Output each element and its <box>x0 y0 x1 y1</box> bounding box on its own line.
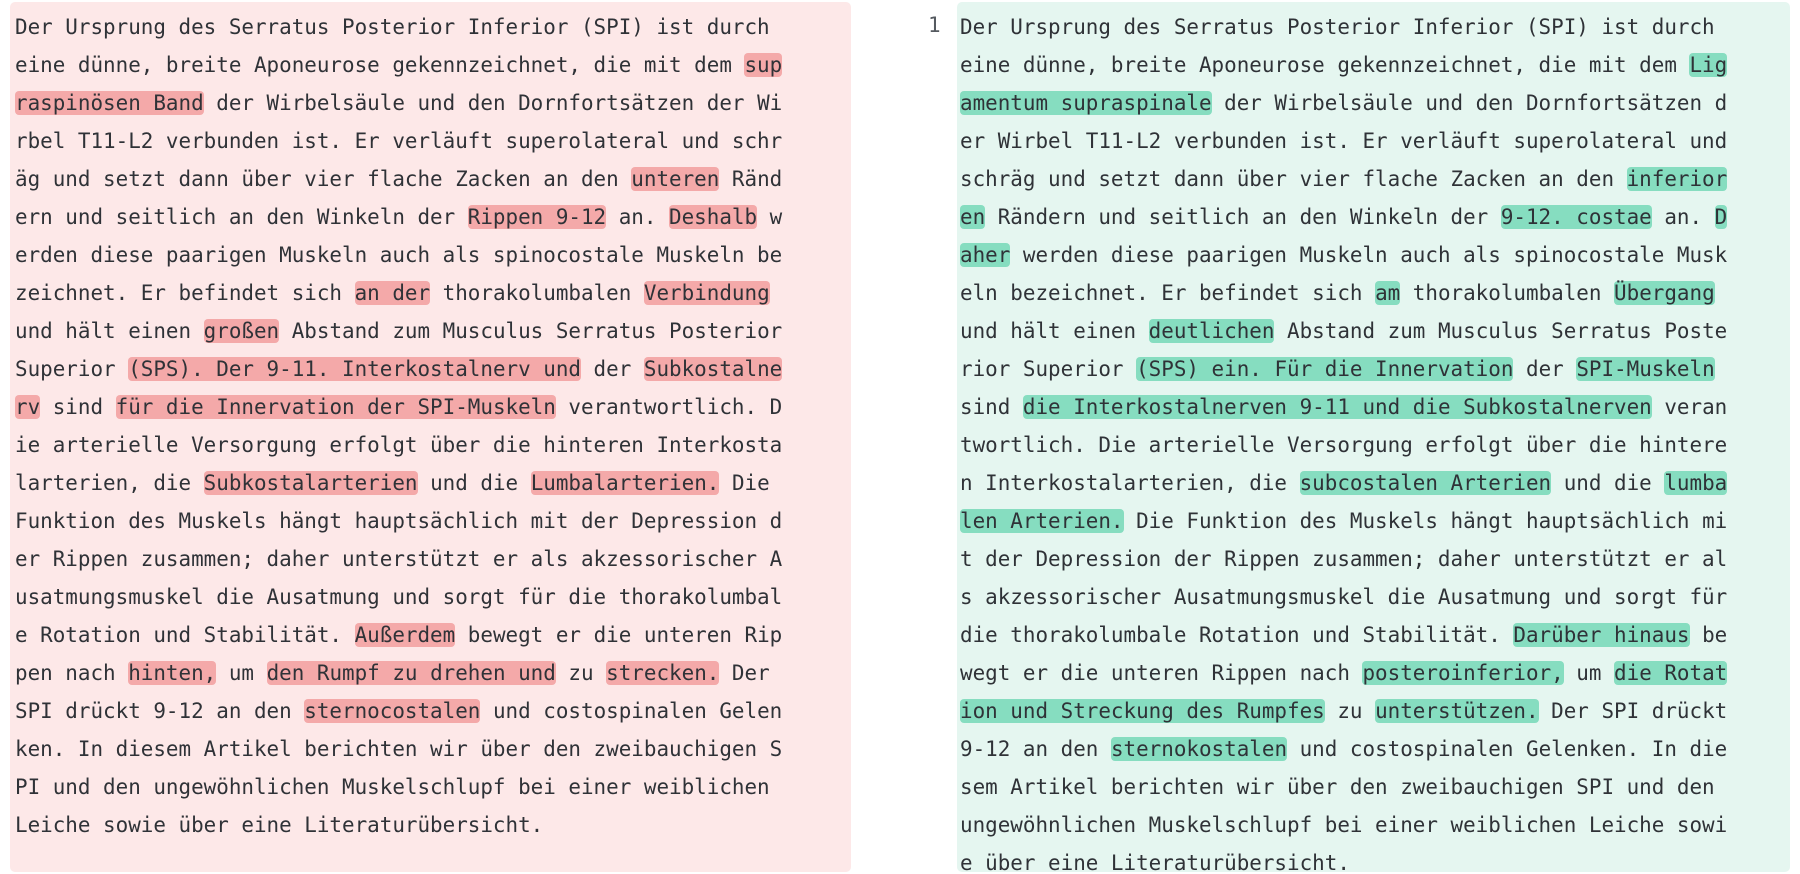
diff-line <box>15 46 782 84</box>
unchanged-segment: thorakolumbalen <box>430 281 644 305</box>
unchanged-segment: und die <box>417 471 531 495</box>
diff-line <box>960 692 1727 730</box>
diff-line <box>15 160 782 198</box>
diff-line <box>15 312 782 350</box>
unchanged-segment: sind <box>40 395 116 419</box>
deleted-segment: Lumbalarterien. <box>530 471 720 495</box>
inserted-segment: subcostalen Arterien <box>1299 471 1552 495</box>
diff-line <box>960 578 1727 616</box>
diff-line <box>15 426 782 464</box>
unchanged-segment: Rändern und seitlich an den Winkeln der <box>985 205 1501 229</box>
diff-line <box>960 730 1727 768</box>
diff-line <box>15 122 782 160</box>
diff-line <box>15 540 782 578</box>
diff-line <box>15 502 782 540</box>
inserted-segment: Darüber hinaus <box>1513 623 1690 647</box>
inserted-segment: aher <box>960 243 1011 267</box>
unchanged-segment: be <box>1689 623 1728 647</box>
deleted-segment: an der <box>354 281 431 305</box>
deleted-segment: unteren <box>631 167 720 191</box>
deleted-segment: raspinösen Band <box>15 91 204 115</box>
unchanged-segment: erden diese paarigen Muskeln auch als spinocostale Muskeln be <box>15 243 783 267</box>
unchanged-segment: er Rippen zusammen; daher unterstützt er als akzessorischer A <box>15 547 783 571</box>
deleted-segment: Rippen 9-12 <box>467 205 607 229</box>
unchanged-segment: und costospinalen Gelenken. In die <box>1287 737 1728 761</box>
unchanged-segment: ungewöhnlichen Muskelschlupf bei einer weiblichen Leiche sowi <box>960 813 1728 837</box>
unchanged-segment: wegt er die unteren Rippen nach <box>960 661 1363 685</box>
unchanged-segment: eine dünne, breite Aponeurose gekennzeichnet, die mit dem <box>15 53 745 77</box>
unchanged-segment: Abstand zum Musculus Serratus Poste <box>1274 319 1728 343</box>
inserted-segment: am <box>1375 281 1401 305</box>
unchanged-segment: t der Depression der Rippen zusammen; daher unterstützt er al <box>960 547 1728 571</box>
diff-line <box>960 616 1727 654</box>
diff-line <box>15 464 782 502</box>
deleted-segment: für die Innervation der SPI-Muskeln <box>115 395 556 419</box>
unchanged-segment: zu <box>1324 699 1376 723</box>
inserted-segment: sternokostalen <box>1110 737 1288 761</box>
unchanged-segment: e Rotation und Stabilität. <box>15 623 355 647</box>
inserted-segment: deutlichen <box>1148 319 1275 343</box>
unchanged-segment: Der <box>719 661 770 685</box>
unchanged-segment: SPI drückt 9-12 an den <box>15 699 305 723</box>
inserted-segment: unterstützen. <box>1375 699 1539 723</box>
inserted-segment: inferior <box>1626 167 1728 191</box>
diff-line <box>960 46 1727 84</box>
diff-line <box>960 806 1727 844</box>
inserted-segment: ion und Streckung des Rumpfes <box>960 699 1325 723</box>
unchanged-segment: Die Funktion des Muskels hängt hauptsächlich mi <box>1123 509 1728 533</box>
inserted-segment: D <box>1714 205 1728 229</box>
diff-line <box>960 236 1727 274</box>
diff-line <box>960 464 1727 502</box>
unchanged-segment: bewegt er die unteren Rip <box>455 623 783 647</box>
inserted-segment: die Interkostalnerven 9-11 und die Subkostalnerven <box>1022 395 1652 419</box>
unchanged-segment: Der Ursprung des Serratus Posterior Inferior (SPI) ist durch <box>15 15 770 39</box>
unchanged-segment: und hält einen <box>15 319 204 343</box>
diff-line <box>960 654 1727 692</box>
unchanged-segment: ken. In diesem Artikel berichten wir über den zweibauchigen S <box>15 737 783 761</box>
inserted-segment: lumba <box>1664 471 1728 495</box>
inserted-segment: SPI-Muskeln <box>1576 357 1715 381</box>
deleted-segment: (SPS). Der 9-11. Interkostalnerv und <box>128 357 581 381</box>
diff-line <box>15 730 782 768</box>
unchanged-segment: Ränd <box>719 167 783 191</box>
diff-line <box>960 160 1727 198</box>
unchanged-segment: verantwortlich. D <box>555 395 783 419</box>
unchanged-segment: an. <box>1651 205 1715 229</box>
unchanged-segment: der Wirbelsäule und den Dornfortsätzen d <box>1211 91 1728 115</box>
unchanged-segment: zu <box>555 661 607 685</box>
unchanged-segment: und costospinalen Gelen <box>480 699 783 723</box>
unchanged-segment: sem Artikel berichten wir über den zweibauchigen SPI und den <box>960 775 1715 799</box>
diff-line <box>960 350 1727 388</box>
unchanged-segment: der Wirbelsäule und den Dornfortsätzen der Wi <box>203 91 783 115</box>
unchanged-segment: Superior <box>15 357 129 381</box>
diff-line <box>960 312 1727 350</box>
deleted-segment: sup <box>744 53 783 77</box>
inserted-segment: posteroinferior, <box>1362 661 1564 685</box>
unchanged-segment: w <box>757 205 783 229</box>
unchanged-segment: schräg und setzt dann über vier flache Zacken an den <box>960 167 1627 191</box>
unchanged-segment: n Interkostalarterien, die <box>960 471 1300 495</box>
diff-line <box>960 122 1727 160</box>
unchanged-segment: der <box>580 357 644 381</box>
line-number: 1 <box>928 13 941 37</box>
inserted-segment: amentum supraspinale <box>960 91 1212 115</box>
unchanged-segment: pen nach <box>15 661 129 685</box>
inserted-segment: en <box>960 205 986 229</box>
diff-line <box>15 236 782 274</box>
inserted-segment: die Rotat <box>1614 661 1728 685</box>
diff-line <box>960 768 1727 806</box>
deleted-segment: Verbindung <box>643 281 770 305</box>
unchanged-segment: rior Superior <box>960 357 1137 381</box>
deleted-segment: Subkostalarterien <box>203 471 418 495</box>
diff-line <box>15 274 782 312</box>
unchanged-segment: zeichnet. Er befindet sich <box>15 281 355 305</box>
unchanged-segment: larterien, die <box>15 471 204 495</box>
diff-line <box>15 578 782 616</box>
unchanged-segment: Abstand zum Musculus Serratus Posterior <box>279 319 783 343</box>
deleted-segment: großen <box>203 319 280 343</box>
deleted-segment: strecken. <box>606 661 720 685</box>
unchanged-segment: an. <box>606 205 670 229</box>
deleted-segment: den Rumpf zu drehen und <box>266 661 556 685</box>
unchanged-segment: äg und setzt dann über vier flache Zacken an den <box>15 167 632 191</box>
diff-line <box>15 84 782 122</box>
unchanged-segment: thorakolumbalen <box>1400 281 1615 305</box>
unchanged-segment: sind <box>960 395 1023 419</box>
unchanged-segment: um <box>216 661 267 685</box>
diff-line <box>960 844 1727 874</box>
revised-text <box>960 8 1727 874</box>
diff-line <box>960 8 1727 46</box>
diff-line <box>15 654 782 692</box>
unchanged-segment: Die <box>719 471 770 495</box>
inserted-segment: Lig <box>1689 53 1728 77</box>
unchanged-segment: ern und seitlich an den Winkeln der <box>15 205 468 229</box>
unchanged-segment: und hält einen <box>960 319 1149 343</box>
inserted-segment: Übergang <box>1614 281 1715 305</box>
diff-line <box>15 768 782 806</box>
deleted-segment: Deshalb <box>669 205 758 229</box>
revised-text-pane <box>957 2 1790 872</box>
unchanged-segment: und die <box>1551 471 1665 495</box>
unchanged-segment: er Wirbel T11-L2 verbunden ist. Er verläuft superolateral und <box>960 129 1728 153</box>
diff-line <box>960 502 1727 540</box>
deleted-segment: Subkostalne <box>643 357 783 381</box>
diff-line <box>15 8 782 46</box>
diff-line <box>960 84 1727 122</box>
unchanged-segment: twortlich. Die arterielle Versorgung erfolgt über die hintere <box>960 433 1728 457</box>
unchanged-segment: ie arterielle Versorgung erfolgt über die hinteren Interkosta <box>15 433 783 457</box>
diff-line <box>15 198 782 236</box>
inserted-segment: len Arterien. <box>960 509 1124 533</box>
unchanged-segment: e über eine Literaturübersicht. <box>960 851 1350 874</box>
unchanged-segment: usatmungsmuskel die Ausatmung und sorgt für die thorakolumbal <box>15 585 783 609</box>
diff-line <box>15 350 782 388</box>
unchanged-segment: 9-12 an den <box>960 737 1111 761</box>
unchanged-segment: eine dünne, breite Aponeurose gekennzeichnet, die mit dem <box>960 53 1690 77</box>
diff-line <box>960 426 1727 464</box>
deleted-segment: hinten, <box>128 661 217 685</box>
unchanged-segment: PI und den ungewöhnlichen Muskelschlupf bei einer weiblichen <box>15 775 770 799</box>
original-text <box>15 8 782 844</box>
diff-line <box>960 540 1727 578</box>
inserted-segment: 9-12. costae <box>1500 205 1652 229</box>
deleted-segment: Außerdem <box>354 623 456 647</box>
unchanged-segment: Der SPI drückt <box>1538 699 1728 723</box>
diff-line <box>15 388 782 426</box>
unchanged-segment: veran <box>1651 395 1728 419</box>
unchanged-segment: der <box>1513 357 1577 381</box>
inserted-segment: (SPS) ein. Für die Innervation <box>1136 357 1514 381</box>
deleted-segment: sternocostalen <box>304 699 481 723</box>
original-text-pane <box>10 2 851 872</box>
deleted-segment: rv <box>15 395 41 419</box>
diff-line <box>15 616 782 654</box>
unchanged-segment: eln bezeichnet. Er befindet sich <box>960 281 1376 305</box>
diff-line <box>960 388 1727 426</box>
diff-line <box>960 274 1727 312</box>
unchanged-segment: Leiche sowie über eine Literaturübersicht. <box>15 813 544 837</box>
unchanged-segment: die thorakolumbale Rotation und Stabilität. <box>960 623 1514 647</box>
diff-line <box>15 806 782 844</box>
unchanged-segment: s akzessorischer Ausatmungsmuskel die Ausatmung und sorgt für <box>960 585 1728 609</box>
unchanged-segment: rbel T11-L2 verbunden ist. Er verläuft superolateral und schr <box>15 129 783 153</box>
diff-line <box>960 198 1727 236</box>
unchanged-segment: Der Ursprung des Serratus Posterior Inferior (SPI) ist durch <box>960 15 1715 39</box>
diff-line <box>15 692 782 730</box>
unchanged-segment: um <box>1563 661 1615 685</box>
unchanged-segment: Funktion des Muskels hängt hauptsächlich mit der Depression d <box>15 509 783 533</box>
unchanged-segment: werden diese paarigen Muskeln auch als spinocostale Musk <box>1010 243 1728 267</box>
